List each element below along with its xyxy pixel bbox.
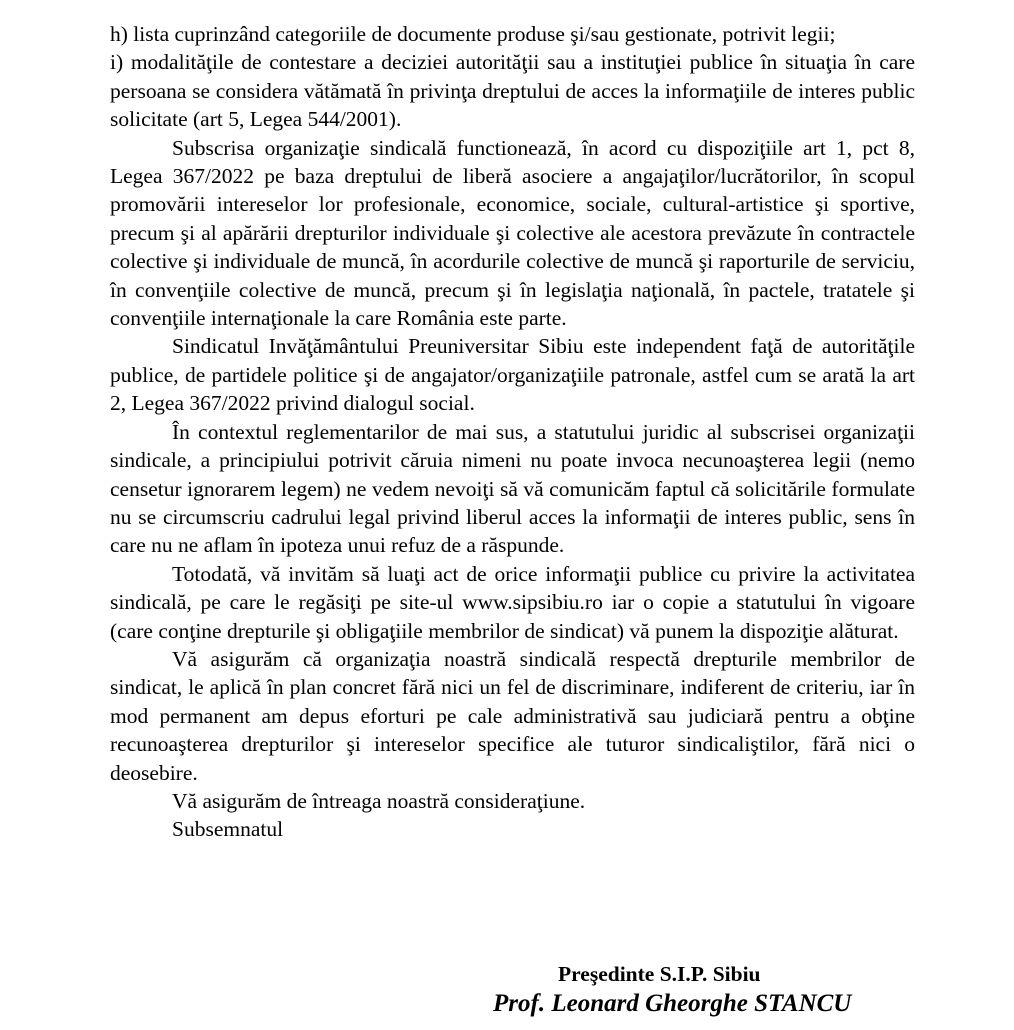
paragraph-context: În contextul reglementarilor de mai sus, a statutului juridic al subscrisei organizaţii sindicale, a principiului potrivit căruia nimeni nu poate invoca necunoaşterea legii (nemo censetur ignorarem legem) ne vedem nevoiţi să vă comunicăm faptul că solicitările formulate nu se circumscriu cadrului legal privind liberul acces la informaţii de interes public, sens în care nu ne aflam în ipoteza unui refuz de a răspunde. [110, 419, 915, 558]
paragraph-independence: Sindicatul Invăţământului Preuniversitar Sibiu este independent faţă de autorităţile publice, de partidele politice şi de angajator/organizaţiile patronale, astfel cum se arată la art 2, Legea 367/2022 privind dialogul social. [110, 334, 915, 416]
paragraph-assurance: Vă asigurăm că organizaţia noastră sindicală respectă drepturile membrilor de sindicat, le aplică în plan concret fără nici un fel de discriminare, indiferent de criteriu, iar în mod permanent am depus eforturi pe cale administrativă sau judiciară pentru a obţine recunoaşterea drepturilor şi intereselor specifice ale tuturor sindicaliştilor, fără nici o deosebire. [110, 646, 915, 785]
paragraph-undersigned: Subsemnatul [172, 817, 284, 842]
paragraph-closing: Vă asigurăm de întreaga noastră consideraţiune. [172, 788, 586, 813]
signature-title: Preşedinte S.I.P. Sibiu [558, 962, 761, 986]
paragraph-organization-purpose: Subscrisa organizaţie sindicală functionează, în acord cu dispoziţiile art 1, pct 8, Legea 367/2022 pe baza dreptului de liberă asociere a angajaţilor/lucrătorilor, în scopul promovării intereselor lor profesionale, economice, sociale, cultural-artistice şi sportive, precum şi al apărării drepturilor individuale şi colective ale acestora prevăzute în contractele colective şi individuale de muncă, în acordurile colective de muncă şi raporturile de serviciu, în convenţiile colective de muncă, precum şi în legislaţia naţională, în pactele, tratatele şi convenţiile internaţionale la care România este parte. [110, 135, 915, 331]
signature-name: Prof. Leonard Gheorghe STANCU [493, 990, 852, 1017]
document-body [110, 20, 915, 844]
paragraph-list-item-i: i) modalităţile de contestare a deciziei autorităţii sau a instituţiei publice în situaţia în care persoana se considera vătămată în privinţa dreptului de acces la informaţiile de interes public solicitate (art 5, Legea 544/2001). [110, 50, 915, 132]
paragraph-invitation: Totodată, vă invităm să luaţi act de orice informaţii publice cu privire la activitatea sindicală, pe care le regăsiţi pe site-ul www.sipsibiu.ro iar o copie a statutului în vigoare (care conţine drepturile şi obligaţiile membrilor de sindicat) vă punem la dispoziţie alăturat. [110, 561, 915, 643]
paragraph-list-item-h: h) lista cuprinzând categoriile de documente produse şi/sau gestionate, potrivit legii; [110, 22, 836, 46]
